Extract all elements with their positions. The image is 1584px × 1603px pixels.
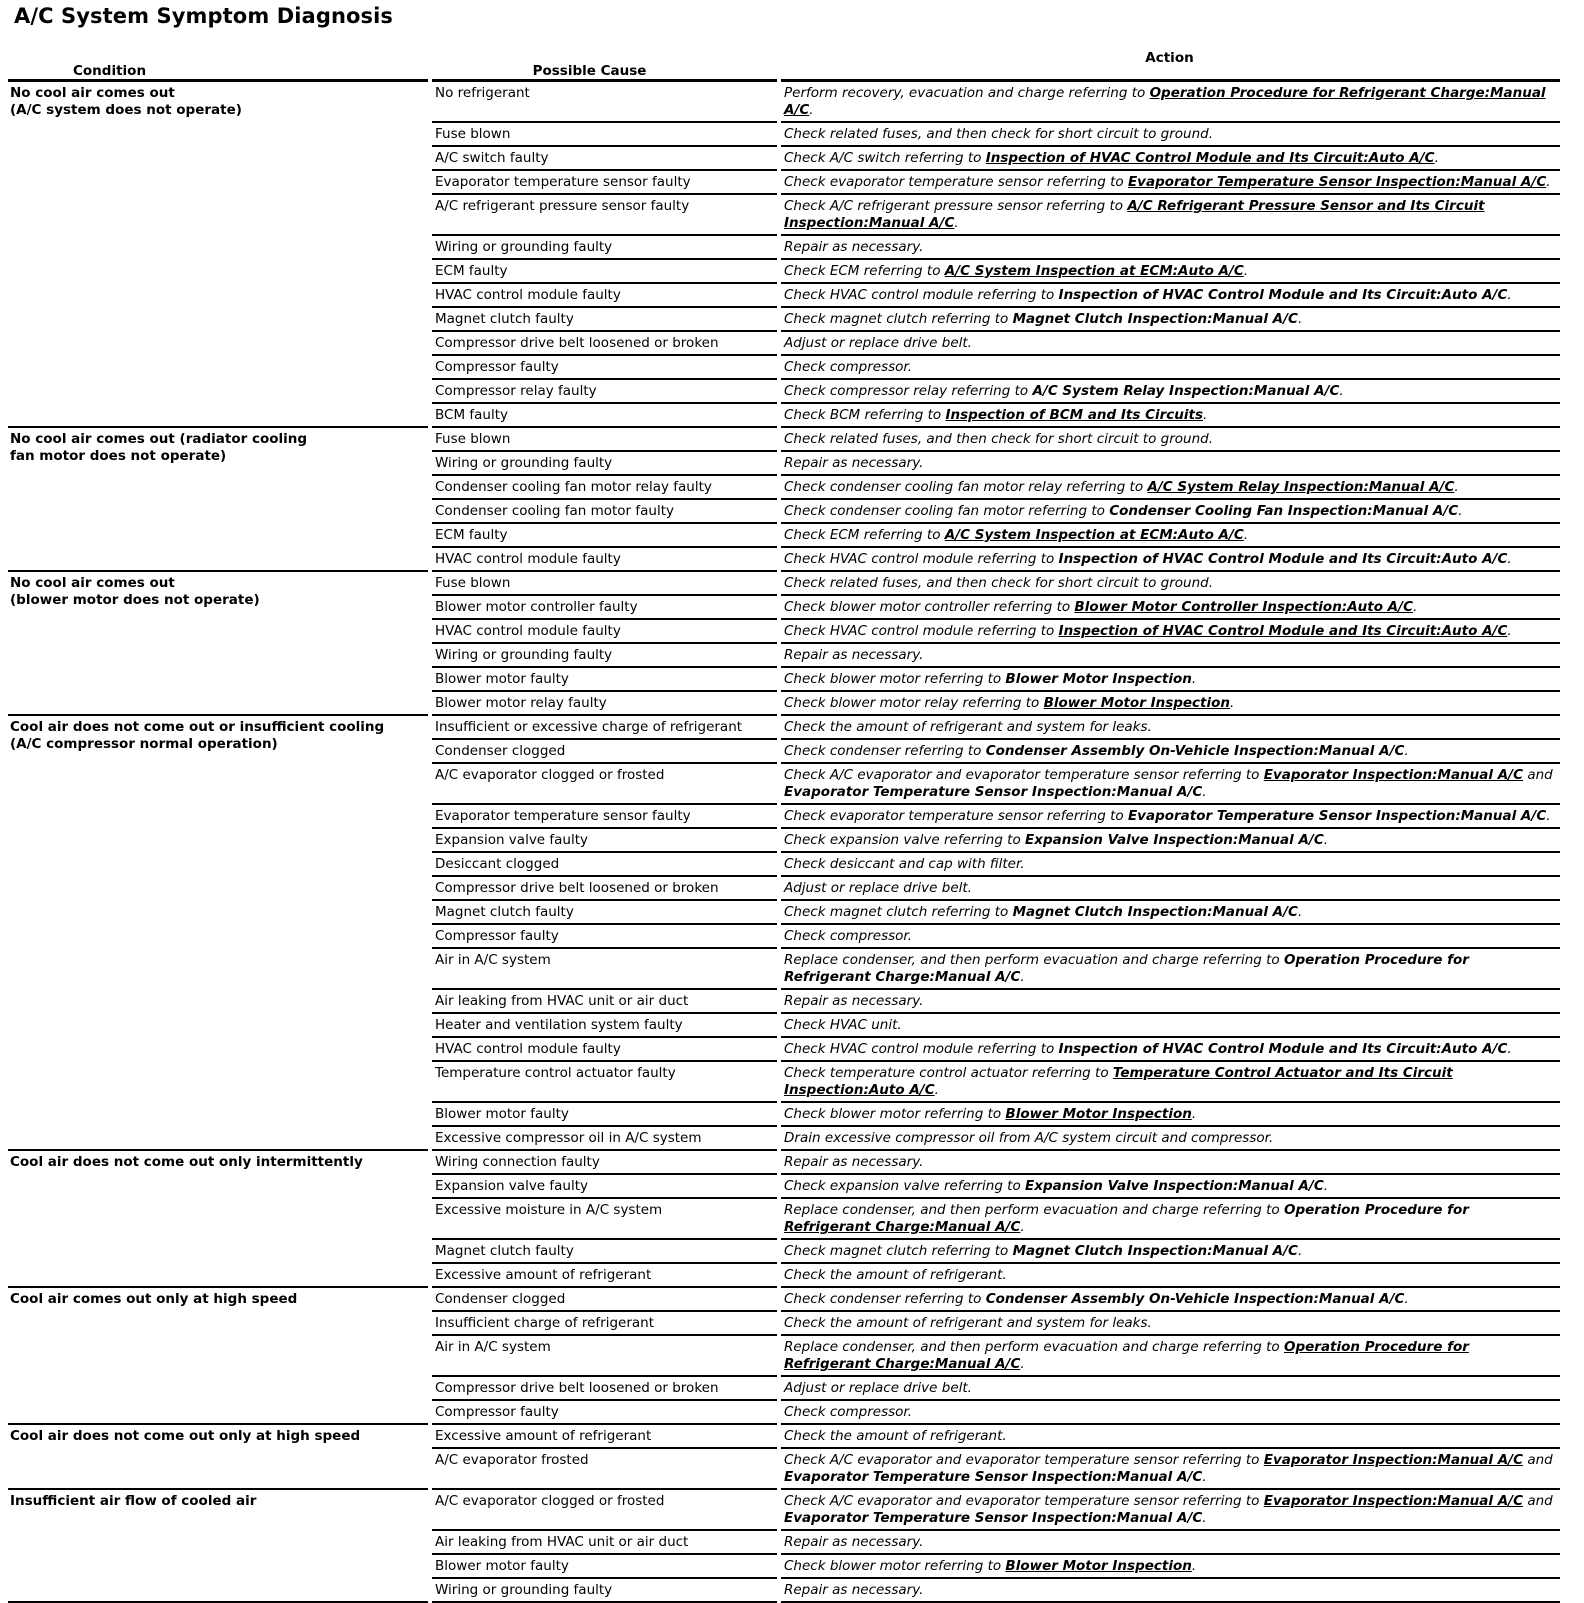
possible-cause-cell: Insufficient charge of refrigerant	[430, 1311, 779, 1335]
possible-cause-cell: HVAC control module faulty	[430, 283, 779, 307]
possible-cause-cell: No refrigerant	[430, 81, 779, 123]
action-text: .	[1203, 407, 1208, 423]
reference-link: Evaporator Temperature Sensor Inspection:Manual A/C	[1127, 808, 1547, 824]
action-text: .	[1339, 383, 1344, 399]
action-text: Check A/C refrigerant pressure sensor referring to	[784, 198, 1128, 214]
action-text: Check related fuses, and then check for short circuit to ground.	[784, 126, 1214, 142]
action-text: Check blower motor relay referring to	[784, 695, 1044, 711]
action-text: .	[1434, 150, 1439, 166]
possible-cause-cell: Compressor drive belt loosened or broken	[430, 331, 779, 355]
action-text: Check magnet clutch referring to	[784, 904, 1013, 920]
condition-text: No cool air comes out (radiator cooling	[10, 431, 308, 447]
possible-cause-cell: ECM faulty	[430, 259, 779, 283]
reference-link: Magnet Clutch Inspection:Manual A/C	[1012, 1243, 1298, 1259]
action-cell	[779, 122, 1560, 146]
table-row	[8, 1150, 1560, 1174]
action-cell	[779, 307, 1560, 331]
action-text: Check blower motor referring to	[784, 1106, 1006, 1122]
reference-link[interactable]: Evaporator Inspection:Manual A/C	[1263, 1452, 1524, 1468]
reference-link[interactable]: Blower Motor Inspection	[1005, 1106, 1192, 1122]
action-text: Check HVAC unit.	[784, 1017, 902, 1033]
action-cell	[779, 989, 1560, 1013]
action-text: Check the amount of refrigerant.	[784, 1267, 1007, 1283]
action-text: .	[1020, 1219, 1025, 1235]
action-cell	[779, 1400, 1560, 1424]
action-text: Check A/C evaporator and evaporator temperature sensor referring to	[784, 1493, 1264, 1509]
possible-cause-cell: Air in A/C system	[430, 1335, 779, 1376]
reference-link: Condenser Assembly On-Vehicle Inspection:Manual A/C	[985, 743, 1405, 759]
action-text: Check the amount of refrigerant and system for leaks.	[784, 1315, 1152, 1331]
action-text: Check the amount of refrigerant and system for leaks.	[784, 719, 1152, 735]
possible-cause-cell: Desiccant clogged	[430, 852, 779, 876]
action-cell	[779, 595, 1560, 619]
action-text: .	[1323, 832, 1329, 848]
possible-cause-cell: Compressor drive belt loosened or broken	[430, 876, 779, 900]
possible-cause-cell: Insufficient or excessive charge of refrigerant	[430, 715, 779, 739]
action-text: .	[1454, 479, 1459, 495]
possible-cause-cell: Blower motor faulty	[430, 1102, 779, 1126]
action-text: .	[1020, 969, 1025, 985]
possible-cause-cell: Compressor drive belt loosened or broken	[430, 1376, 779, 1400]
action-text: Check HVAC control module referring to	[784, 623, 1059, 639]
action-text: Check compressor.	[784, 1404, 913, 1420]
action-text: Drain excessive compressor oil from A/C system circuit and compressor.	[784, 1130, 1274, 1146]
condition-cell	[8, 715, 430, 1150]
action-text: .	[809, 102, 814, 118]
reference-link[interactable]: A/C System Relay Inspection:Manual A/C	[1147, 479, 1455, 495]
action-text: Replace condenser, and then perform evacuation and charge referring to	[784, 1202, 1284, 1218]
table-header-row	[8, 50, 1560, 81]
action-cell	[779, 924, 1560, 948]
action-text: Check compressor relay referring to	[784, 383, 1033, 399]
action-cell	[779, 1530, 1560, 1554]
possible-cause-cell: Wiring or grounding faulty	[430, 1578, 779, 1602]
reference-link[interactable]: Blower Motor Inspection	[1005, 1558, 1192, 1574]
action-cell	[779, 763, 1560, 804]
action-cell	[779, 1376, 1560, 1400]
possible-cause-cell: HVAC control module faulty	[430, 619, 779, 643]
table-row	[8, 715, 1560, 739]
action-text: Check expansion valve referring to	[784, 832, 1026, 848]
action-text: .	[1202, 784, 1207, 800]
reference-link: Operation Procedure for	[1283, 1202, 1469, 1218]
reference-link: Condenser Cooling Fan Inspection:Manual A/C	[1109, 503, 1459, 519]
possible-cause-cell: Air in A/C system	[430, 948, 779, 989]
action-cell	[779, 475, 1560, 499]
reference-link: Evaporator Temperature Sensor Inspection:Manual A/C	[784, 1469, 1203, 1485]
action-text: Check expansion valve referring to	[784, 1178, 1026, 1194]
action-text: .	[1202, 1510, 1207, 1526]
reference-link: A/C System Relay Inspection:Manual A/C	[1032, 383, 1340, 399]
action-text: Check BCM referring to	[784, 407, 946, 423]
action-text: Check temperature control actuator referring to	[784, 1065, 1113, 1081]
action-text: Check HVAC control module referring to	[784, 551, 1059, 567]
action-cell	[779, 1424, 1560, 1448]
table-row	[8, 571, 1560, 595]
action-text: Perform recovery, evacuation and charge referring to	[784, 85, 1150, 101]
condition-text: No cool air comes out	[10, 575, 175, 591]
condition-cell	[8, 1150, 430, 1287]
condition-cell	[8, 1424, 430, 1489]
action-text: and	[1523, 767, 1553, 783]
action-text: .	[1191, 671, 1197, 687]
action-cell	[779, 739, 1560, 763]
reference-link[interactable]: Temperature Control Actuator and Its Circuit Inspection:Auto A/C	[784, 1065, 1453, 1098]
action-text: Replace condenser, and then perform evacuation and charge referring to	[784, 1339, 1284, 1355]
action-text: Repair as necessary.	[784, 647, 924, 663]
possible-cause-cell: Magnet clutch faulty	[430, 900, 779, 924]
table-row	[8, 81, 1560, 123]
reference-link: Expansion Valve Inspection:Manual A/C	[1025, 1178, 1324, 1194]
condition-text: Cool air does not come out only at high speed	[10, 1428, 361, 1444]
action-text: Check condenser cooling fan motor relay referring to	[784, 479, 1148, 495]
action-cell	[779, 715, 1560, 739]
condition-cell	[8, 1489, 430, 1602]
action-text: Check ECM referring to	[784, 527, 945, 543]
condition-text: Insufficient air flow of cooled air	[10, 1493, 257, 1509]
action-text: Repair as necessary.	[784, 993, 924, 1009]
possible-cause-cell: Blower motor faulty	[430, 1554, 779, 1578]
action-text: Check magnet clutch referring to	[784, 311, 1013, 327]
action-cell	[779, 194, 1560, 235]
action-text: .	[1404, 743, 1409, 759]
possible-cause-cell: Air leaking from HVAC unit or air duct	[430, 989, 779, 1013]
action-cell	[779, 1102, 1560, 1126]
action-text: Check related fuses, and then check for short circuit to ground.	[784, 575, 1214, 591]
action-cell	[779, 1150, 1560, 1174]
action-text: .	[1404, 1291, 1409, 1307]
action-text: Check desiccant and cap with filter.	[784, 856, 1025, 872]
possible-cause-cell: Expansion valve faulty	[430, 1174, 779, 1198]
possible-cause-column-header: Possible Cause	[430, 50, 779, 81]
reference-link: Evaporator Temperature Sensor Inspection:Manual A/C	[784, 784, 1203, 800]
possible-cause-cell: Temperature control actuator faulty	[430, 1061, 779, 1102]
action-text: Adjust or replace drive belt.	[784, 335, 972, 351]
condition-text: Cool air comes out only at high speed	[10, 1291, 298, 1307]
action-cell	[779, 1489, 1560, 1530]
possible-cause-cell: Wiring connection faulty	[430, 1150, 779, 1174]
action-text: Repair as necessary.	[784, 1154, 924, 1170]
action-text: and	[1523, 1452, 1553, 1468]
action-text: Check ECM referring to	[784, 263, 945, 279]
possible-cause-cell: Excessive amount of refrigerant	[430, 1424, 779, 1448]
action-cell	[779, 667, 1560, 691]
reference-link[interactable]: A/C System Inspection at ECM:Auto A/C	[944, 263, 1244, 279]
action-cell	[779, 1037, 1560, 1061]
reference-link: Condenser Assembly On-Vehicle Inspection:Manual A/C	[985, 1291, 1405, 1307]
action-cell	[779, 1578, 1560, 1602]
action-text: Check compressor.	[784, 359, 913, 375]
possible-cause-cell: Magnet clutch faulty	[430, 307, 779, 331]
action-text: Adjust or replace drive belt.	[784, 1380, 972, 1396]
action-text: Repair as necessary.	[784, 1582, 924, 1598]
possible-cause-cell: Wiring or grounding faulty	[430, 451, 779, 475]
action-text: Check condenser cooling fan motor referring to	[784, 503, 1110, 519]
diagnosis-table-body	[8, 81, 1560, 1603]
action-cell	[779, 331, 1560, 355]
action-text: Replace condenser, and then perform evacuation and charge referring to	[784, 952, 1284, 968]
condition-text: Cool air does not come out only intermittently	[10, 1154, 363, 1170]
action-cell	[779, 691, 1560, 715]
action-text: .	[1323, 1178, 1329, 1194]
possible-cause-cell: HVAC control module faulty	[430, 1037, 779, 1061]
action-cell	[779, 170, 1560, 194]
action-text: Check related fuses, and then check for short circuit to ground.	[784, 431, 1214, 447]
action-text: Check A/C evaporator and evaporator temperature sensor referring to	[784, 767, 1264, 783]
condition-text: fan motor does not operate)	[10, 448, 227, 464]
possible-cause-cell: Fuse blown	[430, 427, 779, 451]
action-cell	[779, 1287, 1560, 1311]
action-cell	[779, 499, 1560, 523]
reference-link: Inspection of HVAC Control Module and Its Circuit:Auto A/C	[1058, 551, 1508, 567]
action-cell	[779, 355, 1560, 379]
action-cell	[779, 1174, 1560, 1198]
possible-cause-cell: Blower motor controller faulty	[430, 595, 779, 619]
possible-cause-cell: A/C evaporator frosted	[430, 1448, 779, 1489]
reference-link: Inspection of HVAC Control Module and Its Circuit:Auto A/C	[1058, 287, 1508, 303]
possible-cause-cell: Evaporator temperature sensor faulty	[430, 170, 779, 194]
action-text: .	[1202, 1469, 1207, 1485]
table-row	[8, 1489, 1560, 1530]
action-text: Check blower motor referring to	[784, 1558, 1006, 1574]
condition-text: (A/C compressor normal operation)	[10, 736, 278, 752]
condition-cell	[8, 427, 430, 571]
possible-cause-cell: Condenser cooling fan motor faulty	[430, 499, 779, 523]
reference-link: Blower Motor Inspection	[1005, 671, 1192, 687]
action-text: Check compressor.	[784, 928, 913, 944]
action-text: .	[934, 1082, 939, 1098]
action-text: .	[954, 215, 959, 231]
action-cell	[779, 1554, 1560, 1578]
possible-cause-cell: Magnet clutch faulty	[430, 1239, 779, 1263]
action-cell	[779, 451, 1560, 475]
possible-cause-cell: Excessive amount of refrigerant	[430, 1263, 779, 1287]
possible-cause-cell: Compressor faulty	[430, 355, 779, 379]
reference-link: Magnet Clutch Inspection:Manual A/C	[1012, 904, 1298, 920]
condition-cell	[8, 1287, 430, 1424]
action-cell	[779, 427, 1560, 451]
action-text: Check condenser referring to	[784, 1291, 986, 1307]
action-cell	[779, 1198, 1560, 1239]
action-cell	[779, 1448, 1560, 1489]
condition-text: No cool air comes out	[10, 85, 175, 101]
action-cell	[779, 643, 1560, 667]
possible-cause-cell: Condenser clogged	[430, 1287, 779, 1311]
reference-link[interactable]: Refrigerant Charge:Manual A/C	[784, 1219, 1021, 1235]
possible-cause-cell: Wiring or grounding faulty	[430, 643, 779, 667]
action-cell	[779, 1013, 1560, 1037]
possible-cause-cell: BCM faulty	[430, 403, 779, 427]
action-cell	[779, 876, 1560, 900]
action-text: .	[1507, 623, 1512, 639]
action-text: .	[1191, 1106, 1197, 1122]
possible-cause-cell: Blower motor faulty	[430, 667, 779, 691]
action-text: Repair as necessary.	[784, 239, 924, 255]
action-cell	[779, 900, 1560, 924]
action-cell	[779, 948, 1560, 989]
reference-link: Inspection of HVAC Control Module and Its Circuit:Auto A/C	[1058, 1041, 1508, 1057]
action-cell	[779, 523, 1560, 547]
condition-cell	[8, 81, 430, 428]
possible-cause-cell: Excessive moisture in A/C system	[430, 1198, 779, 1239]
reference-link[interactable]: A/C Refrigerant Pressure Sensor and Its Circuit Inspection:Manual A/C	[784, 198, 1485, 231]
possible-cause-cell: Compressor faulty	[430, 924, 779, 948]
action-cell	[779, 235, 1560, 259]
action-text: Check magnet clutch referring to	[784, 1243, 1013, 1259]
possible-cause-cell: Heater and ventilation system faulty	[430, 1013, 779, 1037]
condition-cell	[8, 571, 430, 715]
action-text: .	[1191, 1558, 1197, 1574]
action-text: .	[1507, 551, 1512, 567]
action-cell	[779, 1126, 1560, 1150]
reference-link[interactable]: A/C System Inspection at ECM:Auto A/C	[944, 527, 1244, 543]
reference-link[interactable]: Operation Procedure for Refrigerant Charge:Manual A/C	[784, 85, 1546, 118]
reference-link[interactable]: Evaporator Inspection:Manual A/C	[1263, 1493, 1524, 1509]
possible-cause-cell: Blower motor relay faulty	[430, 691, 779, 715]
reference-link[interactable]: Evaporator Inspection:Manual A/C	[1263, 767, 1524, 783]
action-text: .	[1020, 1356, 1025, 1372]
action-text: .	[1507, 287, 1512, 303]
action-text: Repair as necessary.	[784, 1534, 924, 1550]
action-cell	[779, 828, 1560, 852]
reference-link: Operation Procedure for Refrigerant Charge:Manual A/C	[784, 952, 1469, 985]
action-cell	[779, 1061, 1560, 1102]
possible-cause-cell: Fuse blown	[430, 122, 779, 146]
action-text: .	[1297, 311, 1303, 327]
possible-cause-cell: Air leaking from HVAC unit or air duct	[430, 1530, 779, 1554]
possible-cause-cell: Condenser clogged	[430, 739, 779, 763]
table-row	[8, 427, 1560, 451]
action-text: Check condenser referring to	[784, 743, 986, 759]
action-cell	[779, 571, 1560, 595]
action-text: Check blower motor referring to	[784, 671, 1006, 687]
reference-link[interactable]: Blower Motor Inspection	[1043, 695, 1231, 711]
action-text: Check HVAC control module referring to	[784, 1041, 1059, 1057]
possible-cause-cell: Compressor relay faulty	[430, 379, 779, 403]
action-cell	[779, 1239, 1560, 1263]
condition-text: Cool air does not come out or insufficient cooling	[10, 719, 385, 735]
possible-cause-cell: A/C switch faulty	[430, 146, 779, 170]
possible-cause-cell: A/C evaporator clogged or frosted	[430, 763, 779, 804]
action-text: .	[1507, 1041, 1512, 1057]
action-text: .	[1243, 527, 1249, 543]
possible-cause-cell: Wiring or grounding faulty	[430, 235, 779, 259]
reference-link[interactable]: Inspection of BCM and Its Circuits	[945, 407, 1204, 423]
reference-link[interactable]: Inspection of HVAC Control Module and Its Circuit:Auto A/C	[985, 150, 1435, 166]
action-cell	[779, 403, 1560, 427]
possible-cause-cell: A/C refrigerant pressure sensor faulty	[430, 194, 779, 235]
action-cell	[779, 852, 1560, 876]
action-cell	[779, 804, 1560, 828]
possible-cause-cell: ECM faulty	[430, 523, 779, 547]
action-cell	[779, 283, 1560, 307]
action-cell	[779, 379, 1560, 403]
action-cell	[779, 1311, 1560, 1335]
action-text: Check HVAC control module referring to	[784, 287, 1059, 303]
diagnosis-table	[8, 50, 1560, 1603]
action-cell	[779, 619, 1560, 643]
action-cell	[779, 547, 1560, 571]
action-cell	[779, 81, 1560, 123]
action-text: Check the amount of refrigerant.	[784, 1428, 1007, 1444]
reference-link[interactable]: Inspection of HVAC Control Module and Its Circuit:Auto A/C	[1058, 623, 1508, 639]
action-text: Check evaporator temperature sensor referring to	[784, 808, 1128, 824]
action-text: Repair as necessary.	[784, 455, 924, 471]
action-text: Check evaporator temperature sensor referring to	[784, 174, 1128, 190]
action-text: .	[1546, 174, 1551, 190]
action-column-header: Action	[779, 50, 1560, 81]
action-text: Adjust or replace drive belt.	[784, 880, 972, 896]
action-text: .	[1546, 808, 1551, 824]
reference-link: Magnet Clutch Inspection:Manual A/C	[1012, 311, 1298, 327]
action-text: .	[1297, 904, 1303, 920]
possible-cause-cell: Excessive compressor oil in A/C system	[430, 1126, 779, 1150]
possible-cause-cell: Condenser cooling fan motor relay faulty	[430, 475, 779, 499]
condition-text: (A/C system does not operate)	[10, 102, 242, 118]
possible-cause-cell: HVAC control module faulty	[430, 547, 779, 571]
reference-link[interactable]: Evaporator Temperature Sensor Inspection:Manual A/C	[1127, 174, 1547, 190]
action-text: Check blower motor controller referring to	[784, 599, 1075, 615]
table-row	[8, 1287, 1560, 1311]
action-cell	[779, 1263, 1560, 1287]
possible-cause-cell: A/C evaporator clogged or frosted	[430, 1489, 779, 1530]
reference-link[interactable]: Operation Procedure for Refrigerant Charge:Manual A/C	[784, 1339, 1469, 1372]
possible-cause-cell: Fuse blown	[430, 571, 779, 595]
action-cell	[779, 146, 1560, 170]
action-text: .	[1243, 263, 1249, 279]
action-text: .	[1297, 1243, 1303, 1259]
action-text: Check A/C evaporator and evaporator temperature sensor referring to	[784, 1452, 1264, 1468]
possible-cause-cell: Expansion valve faulty	[430, 828, 779, 852]
action-cell	[779, 1335, 1560, 1376]
possible-cause-cell: Evaporator temperature sensor faulty	[430, 804, 779, 828]
possible-cause-cell: Compressor faulty	[430, 1400, 779, 1424]
action-cell	[779, 259, 1560, 283]
condition-column-header: Condition	[8, 50, 430, 81]
page-title: A/C System Symptom Diagnosis	[14, 4, 394, 28]
reference-link[interactable]: Blower Motor Controller Inspection:Auto A/C	[1074, 599, 1413, 615]
condition-text: (blower motor does not operate)	[10, 592, 260, 608]
action-text: .	[1412, 599, 1418, 615]
reference-link: Expansion Valve Inspection:Manual A/C	[1025, 832, 1324, 848]
reference-link: Evaporator Temperature Sensor Inspection:Manual A/C	[784, 1510, 1203, 1526]
action-text: and	[1523, 1493, 1553, 1509]
action-text: .	[1458, 503, 1463, 519]
action-text: .	[1230, 695, 1235, 711]
action-text: Check A/C switch referring to	[784, 150, 986, 166]
table-row	[8, 1424, 1560, 1448]
